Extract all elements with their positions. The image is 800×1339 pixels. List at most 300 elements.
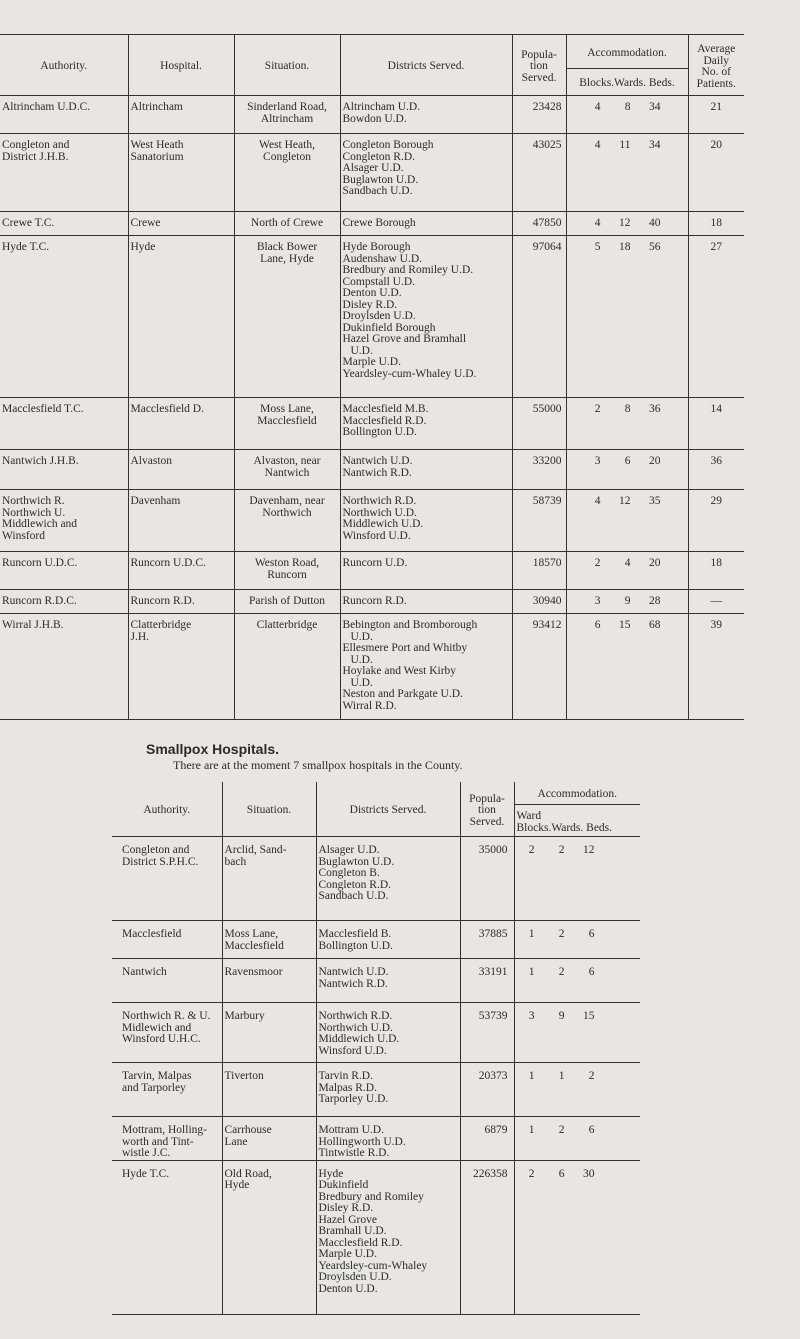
cell-line: Black Bower [256, 241, 318, 253]
cell-line: Macclesfield [257, 414, 317, 427]
cell-districts [340, 212, 512, 236]
cell-line: Macclesfield M.B. [342, 403, 429, 415]
cell-line: Runcorn U.D.C. [2, 557, 78, 569]
cell-line: Runcorn U.D.C. [130, 557, 206, 569]
cell-line: Runcorn R.D. [130, 595, 195, 607]
cell-population: 58739 [512, 490, 566, 552]
sp-header-accommodation-sub: Ward Blocks.Wards. Beds. [514, 805, 640, 837]
cell-blocks: 3 [594, 455, 601, 467]
cell-line: Ellesmere Port and Whitby [342, 642, 468, 654]
cell-line: Nantwich U.D. [318, 966, 389, 978]
cell-line: Hyde T.C. [2, 241, 50, 253]
cell-line: and Tarporley [122, 1081, 186, 1094]
cell-situation [234, 590, 340, 614]
cell-wards: 6 [558, 1167, 565, 1180]
cell-population: 20373 [460, 1063, 514, 1117]
cell-population: 43025 [512, 134, 566, 212]
cell-line: Winsford U.D. [342, 529, 411, 542]
table-row [0, 450, 744, 490]
cell-beds: 68 [649, 619, 661, 631]
cell-wards: 9 [624, 595, 631, 607]
cell-average: 18 [688, 552, 744, 590]
cell-line: Yeardsley-cum-Whaley [318, 1259, 428, 1272]
cell-beds: 30 [583, 1167, 595, 1180]
cell-line: Tarporley U.D. [318, 1093, 389, 1105]
cell-line: bach [224, 855, 247, 868]
cell-average: 36 [688, 450, 744, 490]
cell-wards: 15 [619, 619, 631, 631]
cell-hospital [128, 398, 234, 450]
cell-beds: 28 [649, 595, 661, 607]
cell-accommodation [566, 450, 688, 490]
cell-line: J.H. [130, 630, 150, 643]
cell-line: Northwich R.D. [342, 495, 417, 507]
cell-average: 27 [688, 236, 744, 398]
cell-average: 14 [688, 398, 744, 450]
cell-blocks: 1 [528, 928, 535, 940]
cell-population: 55000 [512, 398, 566, 450]
table-row [112, 1117, 640, 1161]
cell-accommodation [566, 134, 688, 212]
cell-line: Midlewich and [122, 1021, 192, 1034]
cell-authority [112, 959, 222, 1003]
cell-line: Moss Lane, [260, 403, 314, 415]
cell-beds: 12 [583, 844, 595, 856]
cell-line: Runcorn U.D. [342, 557, 408, 569]
cell-line: Tarvin, Malpas [122, 1070, 192, 1082]
cell-line: Nantwich R.D. [318, 977, 388, 990]
cell-line: Hazel Grove and Bramhall [342, 333, 467, 345]
cell-beds: 56 [649, 241, 661, 253]
cell-beds: 6 [588, 1124, 595, 1136]
cell-situation [222, 1003, 316, 1063]
cell-population: 23428 [512, 96, 566, 134]
cell-accommodation [566, 398, 688, 450]
cell-line: Congleton [263, 150, 311, 163]
cell-situation [234, 490, 340, 552]
cell-line: Bredbury and Romiley U.D. [342, 264, 474, 276]
cell-authority [0, 236, 128, 398]
cell-line: Northwich U.D. [318, 1021, 393, 1034]
cell-districts [340, 236, 512, 398]
cell-line: Disley R.D. [342, 298, 398, 311]
cell-line: Macclesfield R.D. [318, 1236, 403, 1249]
cell-line: Winsford U.H.C. [122, 1033, 201, 1045]
cell-average: 29 [688, 490, 744, 552]
cell-authority [0, 398, 128, 450]
cell-population: 53739 [460, 1003, 514, 1063]
cell-line: Denton U.D. [318, 1282, 378, 1295]
cell-accommodation [566, 212, 688, 236]
table-row [112, 1063, 640, 1117]
cell-line: Hyde T.C. [122, 1167, 170, 1180]
cell-blocks: 6 [594, 619, 601, 631]
cell-authority [112, 921, 222, 959]
cell-blocks: 2 [528, 1167, 535, 1180]
cell-hospital [128, 450, 234, 490]
sp-header-districts: Districts Served. [316, 782, 460, 837]
cell-line: Dukinfield Borough [342, 321, 436, 334]
cell-situation [234, 236, 340, 398]
cell-beds: 20 [649, 455, 661, 467]
cell-line: Arclid, Sand- [224, 844, 287, 856]
cell-line: Marple U.D. [318, 1248, 377, 1260]
cell-situation [234, 96, 340, 134]
cell-line: Middlewich and [2, 518, 78, 530]
smallpox-intro: There are at the moment 7 smallpox hospitals in the County. [173, 758, 463, 772]
cell-situation [222, 1063, 316, 1117]
cell-beds: 20 [649, 557, 661, 569]
cell-line: Middlewich U.D. [318, 1033, 400, 1045]
header-authority: Authority. [0, 35, 128, 96]
cell-wards: 6 [624, 455, 631, 467]
sp-header-accommodation: Accommodation. [514, 782, 640, 805]
cell-line: Winsford U.D. [318, 1044, 387, 1057]
cell-accommodation [514, 1117, 640, 1161]
cell-blocks: 4 [594, 217, 601, 229]
cell-blocks: 4 [594, 495, 601, 507]
cell-accommodation [514, 1063, 640, 1117]
cell-districts [340, 134, 512, 212]
cell-population: 35000 [460, 837, 514, 921]
cell-line: Congleton B. [318, 867, 380, 879]
cell-line: Hyde [130, 241, 156, 253]
cell-beds: 40 [649, 217, 661, 229]
cell-line: Winsford [2, 529, 45, 542]
cell-line: Alsager U.D. [318, 844, 380, 856]
cell-accommodation [514, 837, 640, 921]
cell-situation [234, 552, 340, 590]
cell-line: Audenshaw U.D. [342, 252, 423, 265]
cell-line: Denton U.D. [342, 287, 402, 299]
cell-average: 18 [688, 212, 744, 236]
cell-line: Marbury [224, 1010, 265, 1022]
cell-line: Wirral R.D. [342, 699, 397, 712]
cell-hospital [128, 212, 234, 236]
cell-line: Hyde Borough [342, 241, 411, 253]
table-row [112, 1160, 640, 1314]
cell-line: Congleton Borough [342, 139, 434, 151]
cell-wards: 9 [558, 1010, 565, 1022]
cell-authority [0, 96, 128, 134]
cell-line: Crewe [130, 217, 161, 229]
cell-line: Northwich R. & U. [122, 1010, 211, 1022]
cell-line: Clatterbridge [256, 619, 318, 631]
cell-situation [222, 1160, 316, 1314]
cell-authority [0, 450, 128, 490]
cell-blocks: 2 [594, 403, 601, 415]
table-row [0, 614, 744, 720]
table-row [0, 236, 744, 398]
cell-districts [340, 614, 512, 720]
table-row [0, 398, 744, 450]
header-districts: Districts Served. [340, 35, 512, 96]
cell-line: West Heath, [259, 139, 315, 151]
cell-line: Runcorn R.D. [342, 595, 407, 607]
cell-situation [222, 837, 316, 921]
cell-accommodation [566, 590, 688, 614]
cell-districts [316, 837, 460, 921]
cell-population: 33200 [512, 450, 566, 490]
sp-header-authority: Authority. [112, 782, 222, 837]
cell-districts [316, 1063, 460, 1117]
cell-line: Runcorn [267, 568, 307, 581]
cell-authority [112, 1063, 222, 1117]
table-row [0, 96, 744, 134]
cell-line: Bredbury and Romiley [318, 1190, 424, 1203]
cell-line: U.D. [350, 676, 373, 689]
cell-accommodation [566, 614, 688, 720]
cell-line: Hyde [224, 1179, 250, 1191]
cell-line: Yeardsley-cum-Whaley U.D. [342, 367, 477, 380]
cell-blocks: 4 [594, 101, 601, 113]
cell-average: 39 [688, 614, 744, 720]
cell-districts [340, 450, 512, 490]
cell-population: 97064 [512, 236, 566, 398]
cell-wards: 2 [558, 844, 565, 856]
cell-authority [112, 1160, 222, 1314]
cell-line: Compstall U.D. [342, 275, 416, 288]
cell-line: worth and Tint- [122, 1135, 194, 1148]
cell-situation [234, 134, 340, 212]
cell-authority [0, 134, 128, 212]
cell-population: 226358 [460, 1160, 514, 1314]
cell-line: Ravensmoor [224, 966, 283, 978]
cell-districts [316, 959, 460, 1003]
header-average: Average Daily No. of Patients. [688, 35, 744, 96]
header-accommodation-sub: Blocks.Wards. Beds. [566, 68, 688, 95]
cell-line: Macclesfield R.D. [342, 414, 427, 427]
cell-authority [112, 1003, 222, 1063]
cell-line: Sandbach U.D. [342, 185, 413, 197]
cell-line: Nantwich R.D. [342, 466, 412, 479]
cell-line: Lane, Hyde [260, 252, 314, 265]
cell-wards: 18 [619, 241, 631, 253]
cell-accommodation [566, 552, 688, 590]
cell-hospital [128, 236, 234, 398]
cell-line: Congleton R.D. [342, 150, 416, 163]
smallpox-heading: Smallpox Hospitals. [146, 741, 280, 757]
cell-districts [316, 1003, 460, 1063]
cell-line: Davenham, near [249, 495, 325, 507]
cell-line: Macclesfield B. [318, 928, 392, 940]
cell-line: Runcorn R.D.C. [2, 595, 77, 607]
cell-districts [316, 921, 460, 959]
cell-hospital [128, 490, 234, 552]
cell-hospital [128, 96, 234, 134]
cell-line: Hazel Grove [318, 1213, 377, 1226]
cell-districts [340, 590, 512, 614]
cell-blocks: 3 [528, 1010, 535, 1022]
cell-blocks: 5 [594, 241, 601, 253]
cell-line: Alsager U.D. [342, 162, 404, 174]
cell-line: Tarvin R.D. [318, 1070, 373, 1082]
cell-line: Nantwich U.D. [342, 455, 413, 467]
table-row [0, 134, 744, 212]
sp-header-situation: Situation. [222, 782, 316, 837]
cell-line: District J.H.B. [2, 150, 69, 163]
hospitals-table [0, 34, 744, 720]
table-row [112, 837, 640, 921]
cell-authority [0, 490, 128, 552]
cell-line: Buglawton U.D. [318, 855, 395, 868]
cell-line: Altrincham U.D.C. [2, 101, 91, 113]
cell-accommodation [514, 1003, 640, 1063]
cell-population: 47850 [512, 212, 566, 236]
cell-line: Malpas R.D. [318, 1081, 377, 1094]
cell-line: Lane [224, 1135, 248, 1148]
cell-population: 18570 [512, 552, 566, 590]
cell-line: Neston and Parkgate U.D. [342, 688, 463, 700]
cell-line: North of Crewe [250, 217, 324, 229]
cell-average: 21 [688, 96, 744, 134]
cell-accommodation [566, 96, 688, 134]
header-accommodation: Accommodation. [566, 35, 688, 69]
cell-line: Hyde [318, 1167, 344, 1180]
cell-authority [112, 837, 222, 921]
cell-situation [222, 1117, 316, 1161]
cell-authority [0, 614, 128, 720]
cell-wards: 1 [558, 1070, 565, 1082]
sp-header-population: Popula- tion Served. [460, 782, 514, 837]
cell-authority [0, 212, 128, 236]
cell-line: Macclesfield T.C. [2, 403, 84, 415]
cell-districts [316, 1160, 460, 1314]
cell-line: Crewe Borough [342, 217, 416, 229]
cell-districts [316, 1117, 460, 1161]
cell-authority [0, 590, 128, 614]
cell-line: Altrincham U.D. [342, 101, 421, 113]
table-row [0, 552, 744, 590]
cell-line: Sanatorium [130, 150, 184, 163]
cell-wards: 12 [619, 217, 631, 229]
table-row [0, 490, 744, 552]
cell-blocks: 4 [594, 139, 601, 151]
cell-line: Tiverton [224, 1070, 264, 1082]
cell-wards: 2 [558, 1124, 565, 1136]
cell-line: Weston Road, [254, 557, 320, 569]
cell-districts [340, 398, 512, 450]
cell-districts [340, 552, 512, 590]
cell-line: Congleton and [2, 139, 70, 151]
cell-authority [0, 552, 128, 590]
cell-line: Parish of Dutton [248, 595, 326, 607]
cell-beds: 6 [588, 928, 595, 940]
cell-wards: 2 [558, 966, 565, 978]
cell-line: Middlewich U.D. [342, 518, 424, 530]
cell-line: Macclesfield D. [130, 403, 204, 415]
cell-line: Mottram U.D. [318, 1124, 384, 1136]
cell-line: Mottram, Holling- [122, 1124, 207, 1136]
cell-line: Davenham [130, 495, 181, 507]
cell-line: Carrhouse [224, 1124, 272, 1136]
cell-line: Tintwistle R.D. [318, 1147, 390, 1159]
cell-accommodation [514, 921, 640, 959]
cell-population: 30940 [512, 590, 566, 614]
cell-line: Dukinfield [318, 1179, 369, 1191]
cell-situation [234, 212, 340, 236]
cell-situation [234, 450, 340, 490]
cell-line: Macclesfield [224, 939, 284, 952]
cell-accommodation [514, 1160, 640, 1314]
cell-line: Bramhall U.D. [318, 1225, 387, 1237]
cell-line: Hoylake and West Kirby [342, 665, 457, 677]
cell-beds: 34 [649, 139, 661, 151]
cell-line: Northwich R. [2, 495, 65, 507]
cell-line: District S.P.H.C. [122, 855, 199, 868]
table-row [0, 212, 744, 236]
cell-line: Alvaston, near [253, 455, 321, 467]
cell-line: Northwich [262, 506, 312, 519]
cell-beds: 35 [649, 495, 661, 507]
cell-situation [222, 921, 316, 959]
cell-wards: 12 [619, 495, 631, 507]
table-row [112, 921, 640, 959]
cell-wards: 2 [558, 928, 565, 940]
cell-line: Bollington U.D. [342, 426, 417, 438]
cell-population: 6879 [460, 1117, 514, 1161]
cell-wards: 8 [624, 101, 631, 113]
table-row [112, 1003, 640, 1063]
cell-line: Northwich U. [2, 506, 66, 519]
table-row [0, 590, 744, 614]
cell-line: wistle J.C. [122, 1147, 171, 1159]
cell-authority [112, 1117, 222, 1161]
cell-line: Altrincham [260, 112, 314, 125]
cell-line: Congleton R.D. [318, 878, 392, 891]
cell-population: 37885 [460, 921, 514, 959]
cell-blocks: 1 [528, 1124, 535, 1136]
cell-line: Buglawton U.D. [342, 173, 419, 186]
cell-blocks: 1 [528, 966, 535, 978]
cell-hospital [128, 590, 234, 614]
cell-accommodation [566, 236, 688, 398]
header-population: Popula- tion Served. [512, 35, 566, 96]
cell-line: Sandbach U.D. [318, 890, 389, 902]
cell-hospital [128, 614, 234, 720]
cell-line: Crewe T.C. [2, 217, 55, 229]
header-situation: Situation. [234, 35, 340, 96]
cell-beds: 34 [649, 101, 661, 113]
cell-line: Congleton and [122, 844, 190, 856]
cell-line: U.D. [350, 344, 373, 357]
cell-line: Droylsden U.D. [342, 310, 416, 322]
cell-line: Bollington U.D. [318, 939, 393, 952]
cell-situation [222, 959, 316, 1003]
cell-accommodation [514, 959, 640, 1003]
cell-line: Wirral J.H.B. [2, 619, 64, 631]
cell-line: Hollingworth U.D. [318, 1135, 406, 1148]
cell-line: U.D. [350, 630, 373, 643]
cell-average: — [688, 590, 744, 614]
cell-beds: 15 [583, 1010, 595, 1022]
cell-line: Bowdon U.D. [342, 112, 407, 125]
cell-line: Clatterbridge [130, 619, 192, 631]
cell-line: Macclesfield [122, 928, 182, 940]
cell-hospital [128, 552, 234, 590]
header-hospital: Hospital. [128, 35, 234, 96]
cell-districts [340, 96, 512, 134]
cell-line: Moss Lane, [224, 928, 279, 940]
cell-population: 93412 [512, 614, 566, 720]
smallpox-table [112, 782, 640, 1315]
cell-blocks: 2 [528, 844, 535, 856]
cell-line: Nantwich J.H.B. [2, 455, 79, 467]
cell-situation [234, 398, 340, 450]
cell-line: Old Road, [224, 1167, 272, 1180]
cell-blocks: 2 [594, 557, 601, 569]
cell-blocks: 1 [528, 1070, 535, 1082]
